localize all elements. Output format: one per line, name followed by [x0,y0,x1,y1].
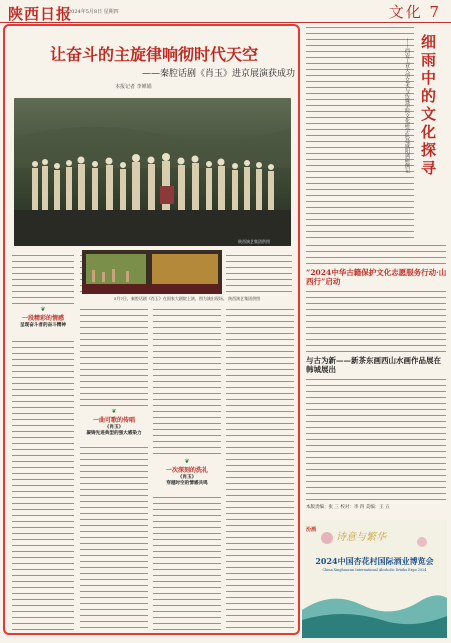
ad-slogan: 诗意与繁华 [336,532,386,543]
lead-column-2-text [80,306,148,406]
subsection-3-label: 一次深刻的洗礼 [165,467,208,474]
lead-headline[interactable]: 让奋斗的主旋律响彻时代天空 [49,45,258,64]
subsection-1-title: 呈现奋斗者的奋斗精神 [20,323,66,328]
subsection-1-label: 一段精彩的情感 [21,315,64,322]
subsection-3 [153,458,221,486]
stage-performance-image [14,98,291,246]
lead-column-1-text [12,338,74,630]
expo-advertisement[interactable] [302,520,447,638]
subsection-2 [80,408,148,436]
newspaper-logo: 陕西日报 [8,5,73,23]
feature-body-text-bottom [306,242,446,264]
news1-title[interactable]: “2024中华古籍保护文化志愿服务行动·山西行”启动 [306,268,447,286]
lead-column-3-text [153,306,221,456]
lead-column-2b-text [80,444,148,630]
page-footer: 本版责编：张 三 校对：李 四 美编：王 五 [306,505,390,510]
news1-body [306,288,446,352]
caption-credit: 陕西演艺集团供图 [228,296,261,301]
subsection-2-title: 《肖玉》 凝铸先进典型的强大感染力 [86,425,142,436]
leaf-icon: ❦ [184,458,190,465]
issue-date: 2024年5月8日 星期四 [68,9,119,15]
news2-title[interactable]: 与古为新——新茶东画西山水画作品展在韩城展出 [306,356,441,374]
leaf-icon: ❦ [40,306,46,313]
photo-caption [80,296,294,301]
ad-title: 2024中国杏花村国际酒业博览会 [315,556,434,566]
ad-subtitle: China Xinghuacun International Alcoholic Drinks Expo 2024 [322,568,427,572]
feature-title: 细雨中的文化探寻 [419,34,437,178]
stage-photo [14,98,291,246]
subsection-1 [12,306,74,328]
lead-column-3b-text [153,494,221,630]
feature-subtitle: ——西安工业大学艺术与传媒学院文化研学队赴咸阳调研侧记 [404,38,410,173]
leaf-icon: ❦ [111,408,117,415]
lead-column-4-top-text [226,252,292,296]
lead-subheadline: ——秦腔话剧《肖玉》进京展演获成功 [141,69,295,79]
feature-body-text [306,24,414,238]
lead-intro-text [12,252,74,304]
photo-credit: 陕西演艺集团供图 [238,239,270,244]
subsection-3-title: 《肖玉》 穿越时空的情感共鸣 [166,475,208,486]
ad-brand: 汾酒 [306,527,317,533]
lead-byline: 本报记者 李婵娟 [115,84,152,90]
subsection-2-label: 一曲可歌的传唱 [92,417,135,424]
theatre-photo [82,250,222,294]
section-label: 文化 7 [388,3,441,21]
news2-body [306,376,446,500]
lead-column-4-text [226,306,294,630]
caption-text: 5月7日，秦腔话剧《肖玉》在国家大剧院上演，图为演出现场。 [113,296,227,301]
